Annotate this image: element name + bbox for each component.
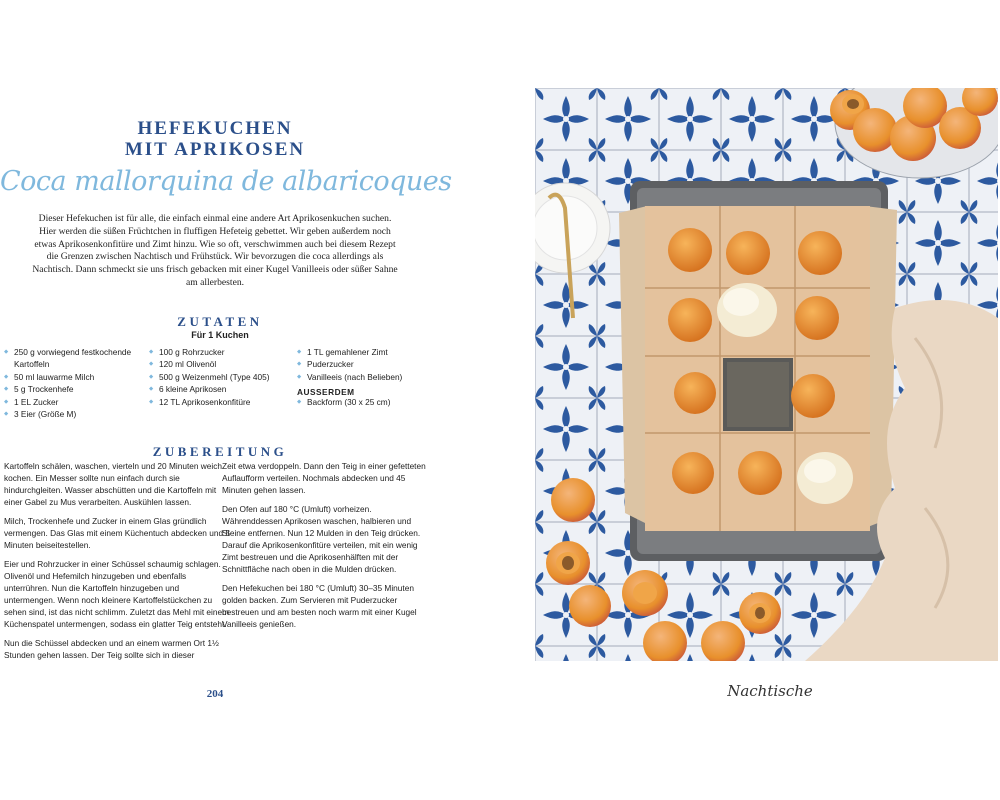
preparation-step: Zeit etwa verdoppeln. Dann den Teig in einer gefetteten Auflaufform verteilen. Nochmals abdecken und 45 Minuten gehen lassen. xyxy=(222,461,426,495)
ingredient-list-3 xyxy=(297,346,427,383)
page-number: 204 xyxy=(206,688,224,700)
extras-item: ◆ Backform (30 x 25 cm) xyxy=(297,396,427,408)
ingredient-item: ◆ 120 ml Olivenöl xyxy=(149,358,294,370)
ingredients-yield: Für 1 Kuchen xyxy=(191,330,249,340)
recipe-title-line-2: MIT APRIKOSEN xyxy=(124,139,306,160)
chapter-name: Nachtische xyxy=(727,682,813,700)
recipe-title-line-1: HEFEKUCHEN xyxy=(137,118,293,139)
ingredient-item: ◆ Vanilleeis (nach Belieben) xyxy=(297,371,427,383)
ingredient-item: ◆ 5 g Trockenhefe xyxy=(4,383,144,395)
preparation-step: Den Hefekuchen bei 180 °C (Umluft) 30–35 Minuten golden backen. Zum Servieren mit Puderzucker bestreuen und am besten noch warm mit einer Kugel Vanilleeis genießen. xyxy=(222,583,417,629)
preparation-step: Kartoffeln schälen, waschen, vierteln und 20 Minuten weich kochen. Ein Messer sollte nun einfach durch sie hindurchgleiten. Wasser abschütten und die Kartoffeln mit einer Gabel zu Mus verarbeiten. Auskühlen lassen. xyxy=(4,461,222,507)
preparation-step: Nun die Schüssel abdecken und an einem warmen Ort 1½ Stunden gehen lassen. Der Teig sollte sich in dieser xyxy=(4,638,219,661)
recipe-title xyxy=(100,118,330,160)
recipe-subtitle: Coca mallorquina de albaricoques xyxy=(0,166,452,197)
preparation-column-left xyxy=(4,461,230,670)
ingredient-item: ◆ 250 g vorwiegend festkochende Kartoffeln xyxy=(4,346,144,371)
ingredient-item: ◆ 3 Eier (Größe M) xyxy=(4,408,144,420)
ingredients-heading: ZUTATEN xyxy=(177,314,263,329)
preparation-heading: ZUBEREITUNG xyxy=(152,444,288,459)
recipe-intro: Dieser Hefekuchen ist für alle, die einfach einmal eine andere Art Aprikosenkuchen suchen. Hier werden die süßen Früchtchen in fluffigen Hefeteig gebettet. Wir geben außerdem noch etwas Aprikosenkonfitüre und Zimt hinzu. Wie so oft, verschwimmen auch bei diesem Rezept die Grenzen zwischen Nachtisch und Frühstück. Wir bevorzugen die coca allerdings als Nachtisch. Dann schmeckt sie uns frisch gebacken mit einer Kugel Vanilleeis oder süßer Sahne am allerbesten. xyxy=(32,213,398,288)
ingredient-item: ◆ 1 TL gemahlener Zimt xyxy=(297,346,427,358)
ingredient-item: ◆ 12 TL Aprikosenkonfitüre xyxy=(149,396,294,408)
cake-photo-illustration xyxy=(535,88,998,661)
ingredient-list-1 xyxy=(4,346,144,420)
ingredient-item: ◆ 50 ml lauwarme Milch xyxy=(4,371,144,383)
extras-list xyxy=(297,396,427,408)
recipe-photo xyxy=(535,88,998,661)
ingredient-item: ◆ Puderzucker xyxy=(297,358,427,370)
ingredient-list-2 xyxy=(149,346,294,408)
ingredient-item: ◆ 500 g Weizenmehl (Type 405) xyxy=(149,371,294,383)
preparation-step: Den Ofen auf 180 °C (Umluft) vorheizen. Währenddessen Aprikosen waschen, halbieren und Steine entfernen. Nun 12 Mulden in den Teig drücken. Darauf die Aprikosenkonfitüre verteilen, mit ein wenig Zimt bestreuen und die Aprikosenhälften mit der Schnittfläche nach oben in die Mulden drücken. xyxy=(222,504,421,574)
preparation-step: Eier und Rohrzucker in einer Schüssel schaumig schlagen. Olivenöl und Hefemilch hinzugeben und ebenfalls unterrühren. Nun die Kartoffeln hinzugeben und untermengen. Wenn noch kleinere Kartoffelstückchen zu sehen sind, ist das nicht schlimm. Zuletzt das Mehl mit einem Küchenspatel untermengen, sodass ein glatter Teig entsteht. xyxy=(4,559,230,629)
ingredient-item: ◆ 100 g Rohrzucker xyxy=(149,346,294,358)
ingredient-item: ◆ 1 EL Zucker xyxy=(4,396,144,408)
extras-heading: AUSSERDEM xyxy=(297,387,355,397)
preparation-column-right xyxy=(222,461,432,638)
preparation-step: Milch, Trockenhefe und Zucker in einem Glas gründlich vermengen. Das Glas mit einem Küchentuch abdecken und 5 Minuten beiseitestellen. xyxy=(4,516,230,550)
ingredient-item: ◆ 6 kleine Aprikosen xyxy=(149,383,294,395)
